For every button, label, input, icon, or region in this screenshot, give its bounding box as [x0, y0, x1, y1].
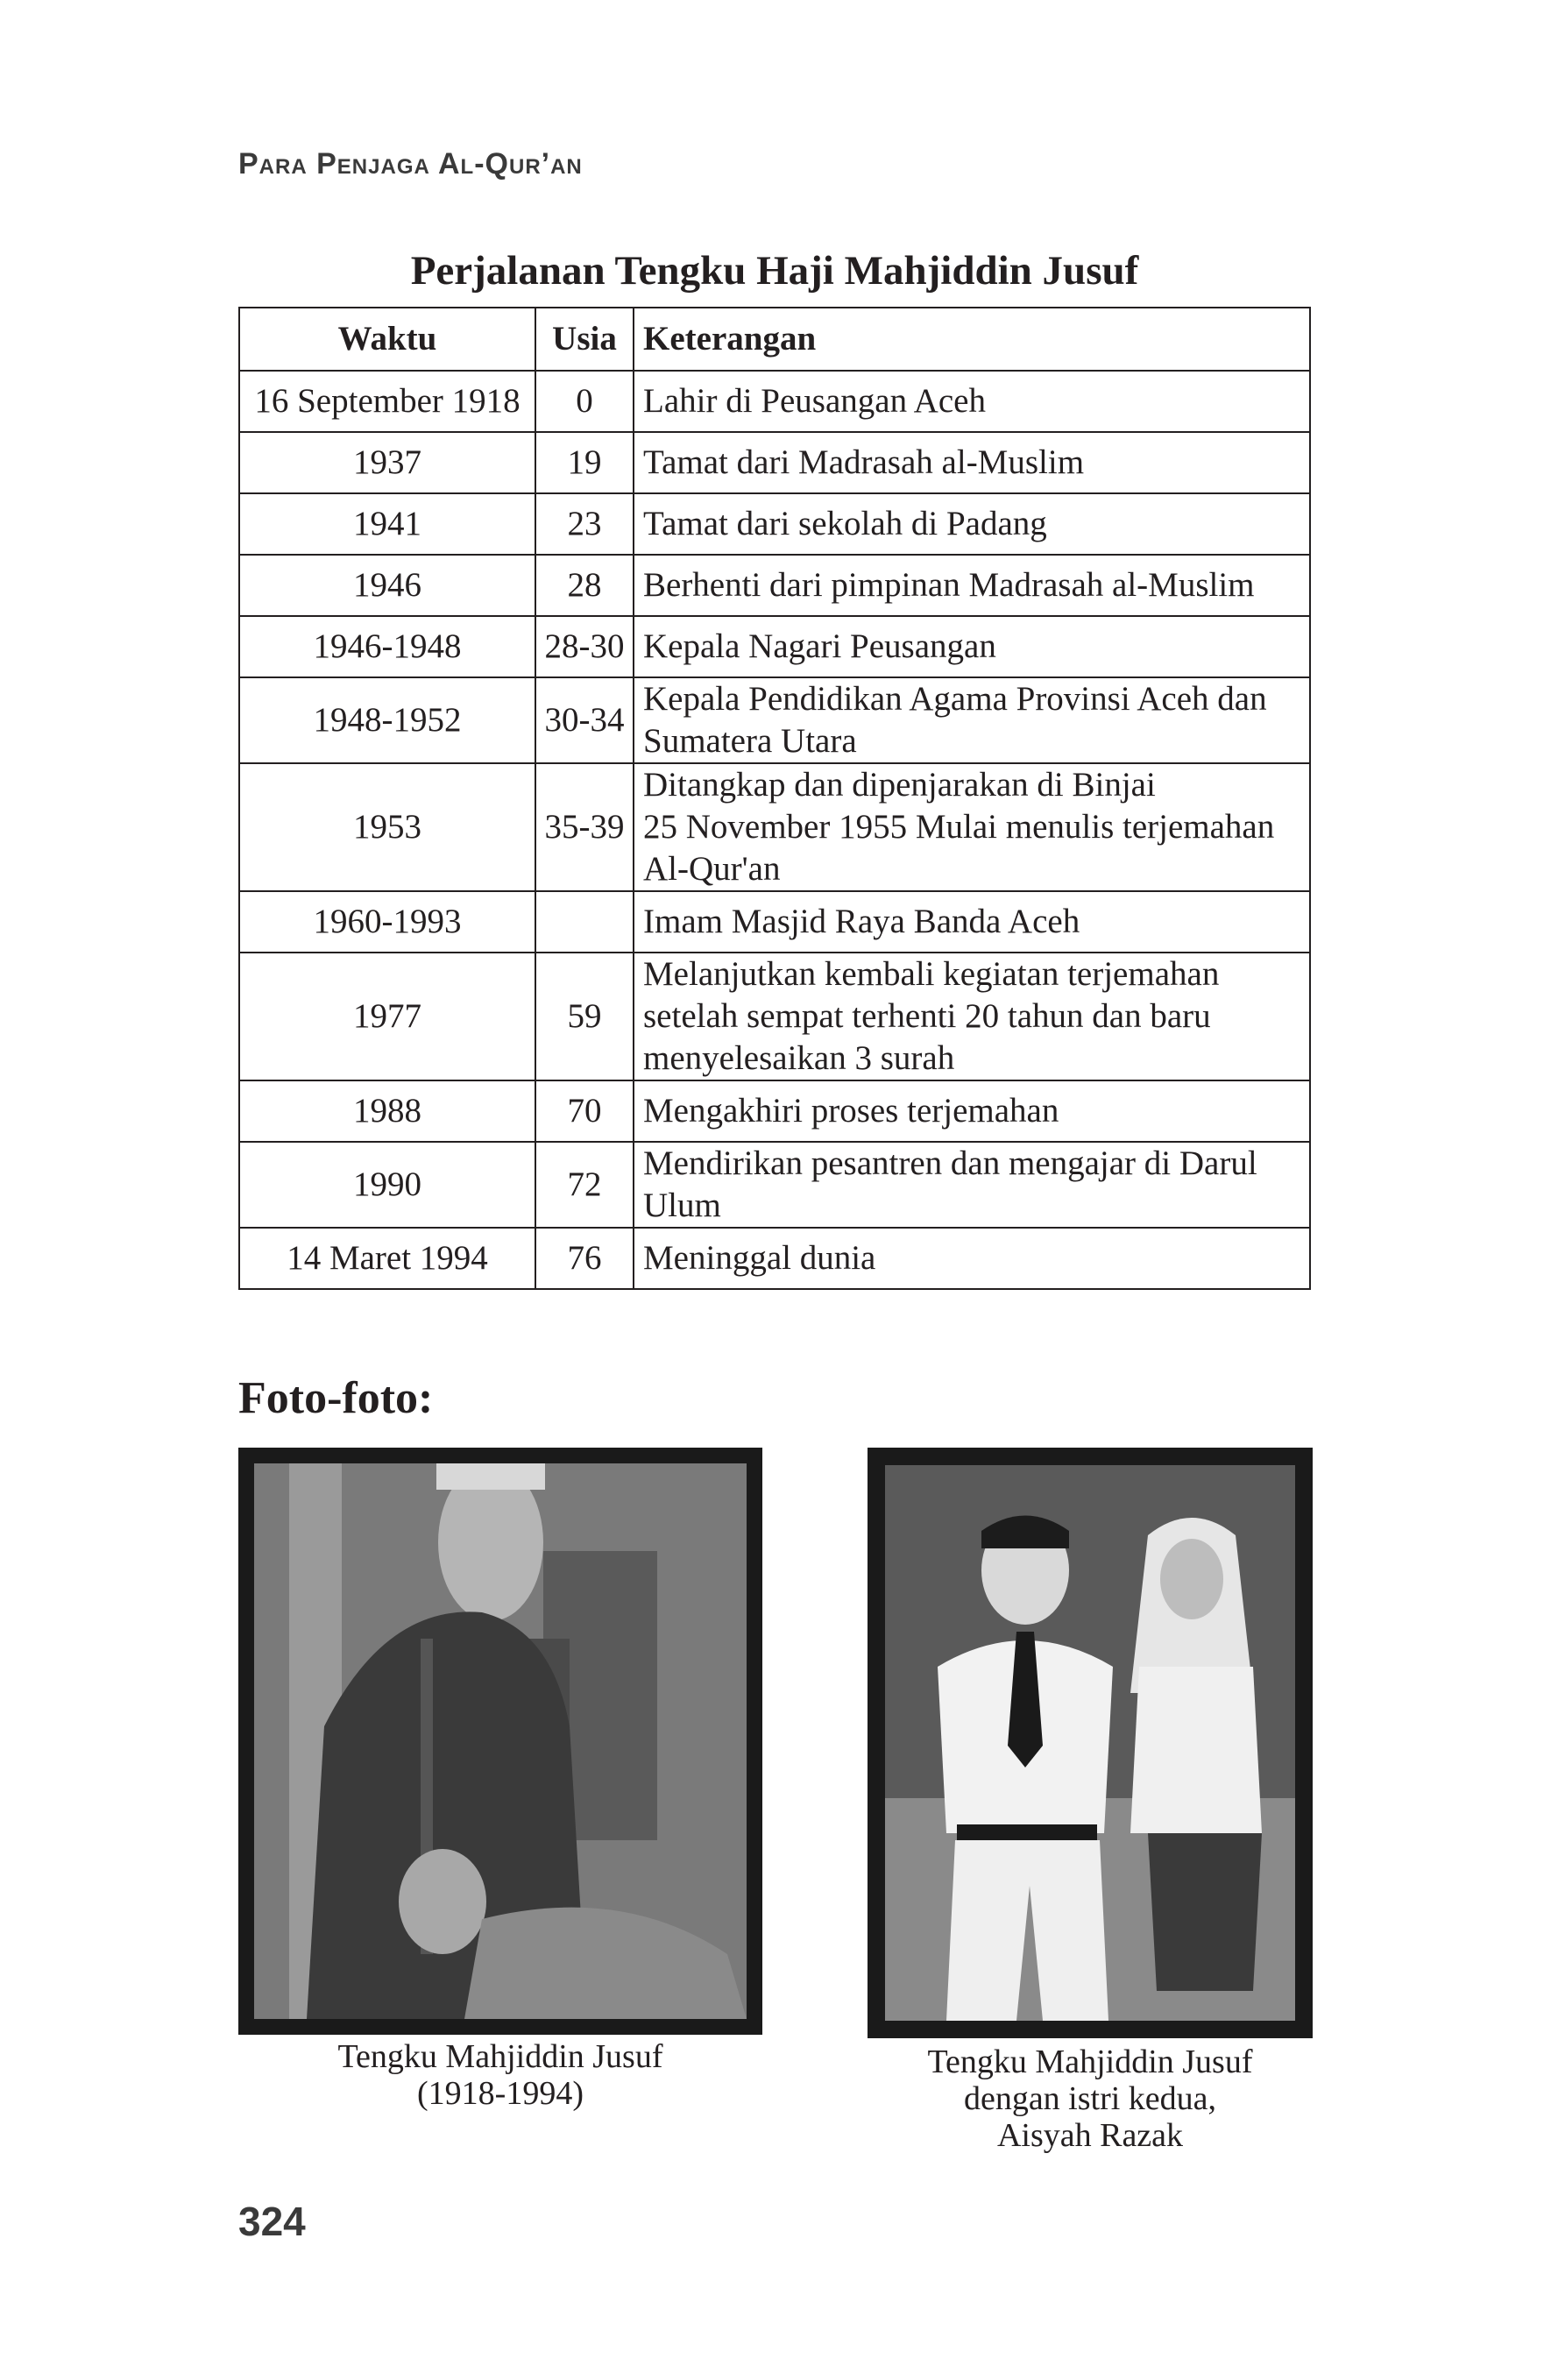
keterangan-line: Mendirikan pesantren dan mengajar di Darul: [643, 1144, 1257, 1182]
cell-waktu: 1948-1952: [239, 677, 535, 763]
keterangan-line: setelah sempat terhenti 20 tahun dan baru: [643, 997, 1211, 1035]
keterangan-line: Kepala Nagari Peusangan: [643, 627, 996, 665]
keterangan-line: Imam Masjid Raya Banda Aceh: [643, 903, 1080, 940]
table-header-row: [239, 308, 1310, 371]
cell-waktu: 1988: [239, 1080, 535, 1142]
cell-keterangan: [634, 371, 1310, 432]
cell-keterangan: [634, 953, 1310, 1080]
cell-usia: 28: [535, 555, 634, 616]
cell-usia: 0: [535, 371, 634, 432]
cell-usia: 19: [535, 432, 634, 493]
cell-keterangan: [634, 616, 1310, 677]
photos-heading: Foto-foto:: [238, 1373, 434, 1423]
cell-keterangan: [634, 493, 1310, 555]
cell-keterangan: [634, 432, 1310, 493]
table-row: [239, 616, 1310, 677]
portrait-photo: [238, 1448, 762, 2035]
cell-usia: 35-39: [535, 763, 634, 891]
couple-photo-image: [885, 1465, 1295, 2021]
keterangan-line: Ulum: [643, 1186, 721, 1224]
cell-keterangan: [634, 763, 1310, 891]
couple-caption-line: Aisyah Razak: [996, 2117, 1184, 2154]
portrait-photo-image: [254, 1463, 747, 2019]
keterangan-line: Al-Qur'an: [643, 850, 781, 888]
table-body: [239, 371, 1310, 1289]
cell-keterangan: [634, 1142, 1310, 1228]
cell-waktu: 1960-1993: [239, 891, 535, 953]
table-row: [239, 432, 1310, 493]
cell-usia: 23: [535, 493, 634, 555]
running-head: Para Penjaga Al-Qur’an: [238, 147, 583, 181]
table-title: Perjalanan Tengku Haji Mahjiddin Jusuf: [410, 248, 1139, 294]
cell-keterangan: [634, 555, 1310, 616]
table-row: [239, 493, 1310, 555]
keterangan-line: Ditangkap dan dipenjarakan di Binjai: [643, 766, 1156, 804]
cell-waktu: 1946: [239, 555, 535, 616]
column-header-keterangan: Keterangan: [634, 308, 1310, 371]
cell-waktu: 16 September 1918: [239, 371, 535, 432]
cell-usia: 30-34: [535, 677, 634, 763]
cell-waktu: 1946-1948: [239, 616, 535, 677]
cell-waktu: 1941: [239, 493, 535, 555]
couple-photo-illustration: [885, 1465, 1295, 2021]
keterangan-line: menyelesaikan 3 surah: [643, 1039, 955, 1077]
cell-usia: 72: [535, 1142, 634, 1228]
chronology-table: [238, 307, 1311, 1290]
keterangan-line: Berhenti dari pimpinan Madrasah al-Muslim: [643, 566, 1255, 604]
keterangan-line: Meninggal dunia: [643, 1239, 876, 1277]
cell-usia: 76: [535, 1228, 634, 1289]
table-row: [239, 371, 1310, 432]
portrait-photo-illustration: [254, 1463, 747, 2019]
keterangan-line: Sumatera Utara: [643, 722, 857, 760]
portrait-caption: [238, 2038, 762, 2112]
keterangan-line: 25 November 1955 Mulai menulis terjemahan: [643, 808, 1275, 846]
table-row: [239, 1080, 1310, 1142]
column-header-usia: Usia: [535, 308, 634, 371]
table-row: [239, 953, 1310, 1080]
portrait-caption-line: (1918-1994): [417, 2075, 584, 2112]
column-header-waktu: Waktu: [239, 308, 535, 371]
cell-waktu: 14 Maret 1994: [239, 1228, 535, 1289]
keterangan-line: Kepala Pendidikan Agama Provinsi Aceh dan: [643, 680, 1267, 718]
keterangan-line: Melanjutkan kembali kegiatan terjemahan: [643, 955, 1220, 993]
couple-caption: [868, 2044, 1313, 2154]
keterangan-line: Mengakhiri proses terjemahan: [643, 1092, 1059, 1130]
cell-usia: 28-30: [535, 616, 634, 677]
table-row: [239, 891, 1310, 953]
page-number: 324: [238, 2199, 306, 2244]
table-row: [239, 555, 1310, 616]
cell-waktu: 1953: [239, 763, 535, 891]
cell-keterangan: [634, 891, 1310, 953]
table-row: [239, 677, 1310, 763]
cell-keterangan: [634, 1228, 1310, 1289]
table-row: [239, 1228, 1310, 1289]
keterangan-line: Tamat dari Madrasah al-Muslim: [643, 443, 1085, 481]
table-row: [239, 1142, 1310, 1228]
cell-usia: 70: [535, 1080, 634, 1142]
table-row: [239, 763, 1310, 891]
couple-photo: [868, 1448, 1313, 2038]
cell-waktu: 1990: [239, 1142, 535, 1228]
cell-waktu: 1937: [239, 432, 535, 493]
portrait-caption-line: Tengku Mahjiddin Jusuf: [337, 2038, 663, 2075]
cell-keterangan: [634, 677, 1310, 763]
couple-caption-line: dengan istri kedua,: [963, 2080, 1217, 2117]
cell-usia: [535, 891, 634, 953]
cell-keterangan: [634, 1080, 1310, 1142]
cell-usia: 59: [535, 953, 634, 1080]
keterangan-line: Tamat dari sekolah di Padang: [643, 505, 1047, 542]
cell-waktu: 1977: [239, 953, 535, 1080]
couple-caption-line: Tengku Mahjiddin Jusuf: [927, 2044, 1253, 2080]
keterangan-line: Lahir di Peusangan Aceh: [643, 382, 986, 420]
